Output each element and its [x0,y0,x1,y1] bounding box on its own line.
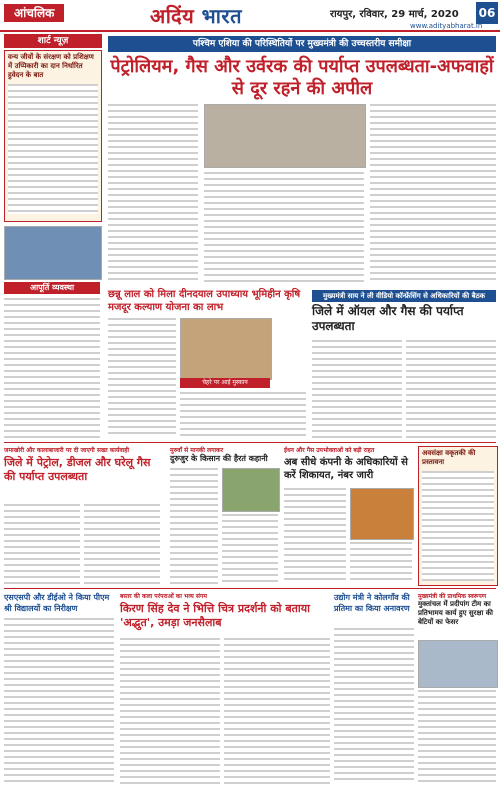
story2-photo [180,318,272,380]
story8-body-1 [120,638,220,784]
divider [4,588,496,589]
story7-body [4,618,114,784]
side-box [418,446,498,586]
story8-body-2 [224,638,330,784]
story2-body-2 [180,392,306,438]
story4-body-2 [84,504,160,584]
story2-caption: चेहरे पर आई मुस्कान [180,378,270,388]
lead-body-1 [108,104,198,284]
story7-headline: एसएसपी और डीईओ ने किया पीएम श्री विद्यालयों का निरीक्षण [4,593,110,613]
story6-body [284,488,346,584]
newspaper-logo [150,2,242,29]
story6-body-2 [350,542,412,584]
story3-body-2 [406,340,496,438]
section-tag: आंचलिक [4,4,64,22]
story10-photo [418,640,498,688]
left-news-box [4,50,102,222]
left-news-body [8,84,98,214]
issue-date: रायपुर, रविवार, 29 मार्च, 2020 [330,9,459,20]
left-news-headline: वन्य जीवों के संरक्षण को प्रशिक्षण में उप्पिकारी का दान निर्धारित हुवेदन के बात [8,53,94,79]
story6-headline: अब सीधे कंपनी के अधिकारियों से करें शिकायत, नंबर जारी [284,457,408,481]
lead-body-3 [370,104,496,284]
logo-right: भारत [201,4,242,28]
story5-body [170,468,218,584]
story5-headline: दुरुजुर के किसान की हैरतं कहानी [170,454,268,463]
left-body-2 [4,298,100,438]
story10-kicker: मुख्यमंत्री की प्राथमिक स्वरूपण [418,593,487,600]
story4-kicker: जमाखोरी और कालाबाजारी पर दी जाएगी सख्त कार्यवाही [4,447,130,454]
story10-body [418,690,496,784]
story4-headline: जिले में पेट्रोल, डीजल और घरेलू गैस की पर्याप्त उपलब्धता [4,456,151,483]
side-headline: अवसंक्षा वकृतकी की प्रस्तावना [422,449,476,466]
left-photo [4,226,102,280]
story5-kicker: मुरुवाँ से मानकी लगाकर [170,447,224,454]
lead-headline: पेट्रोलियम, गैस और उर्वरक की पर्याप्त उपलब्धता-अफवाहों से दूर रहने की अपील [110,56,494,99]
story10-headline: मुक्तांचल में प्रदीपांग टीम का प्रतिभामय कार्य हुए सुरक्षा की बेटियों का फेसर [418,600,493,626]
logo-left: अदिंय [150,4,195,28]
story9-body [334,628,414,784]
side-body [422,471,494,581]
website-url[interactable]: www.adityabharat.in [410,22,483,30]
divider [4,442,496,443]
story5-body-2 [222,514,278,584]
story2-body [108,318,176,438]
story3-body-1 [312,340,402,438]
story3-kicker: मुख्यमंत्री साय ने ली वीडियो कॉन्फ्रेंसिंग से अधिकारियों की बैठक [312,290,496,302]
story6-photo [350,488,414,540]
story9-headline: उद्योग मंत्री ने कोलगाँव की प्रतिमा का किया अनावरण [334,593,410,613]
story8-kicker: बस्तर की कला परंपराओं का भव्य संगम [120,593,207,600]
lead-photo [204,104,366,168]
short-news-tag: शार्ट न्यूज़ [4,34,102,48]
story5-photo [222,468,280,512]
story3-headline: जिले में ऑयल और गैस की पर्याप्त उपलब्धता [312,304,464,333]
lead-kicker: पश्चिम एशिया की परिस्थितियों पर मुख्यमंत्री की उच्चस्तरीय समीक्षा [108,36,496,52]
story6-kicker: ईंधन और गैस उपभोक्ताओं को बड़ी राहत [284,447,375,454]
story8-headline: किरण सिंह देव ने भित्ति चित्र प्रदर्शनी को बताया 'अद्भुत', उमड़ा जनसैलाब [120,602,310,629]
supply-tag: आपूर्ति व्यवस्था [4,282,100,294]
lead-body-2 [204,172,364,284]
page-number: 06 [476,2,498,24]
story4-body-1 [4,504,80,584]
story2-headline: छन्नू लाल को मिला दीनदयाल उपाध्याय भूमिहीन कृषि मजदूर कल्याण योजना का लाभ [108,289,301,313]
